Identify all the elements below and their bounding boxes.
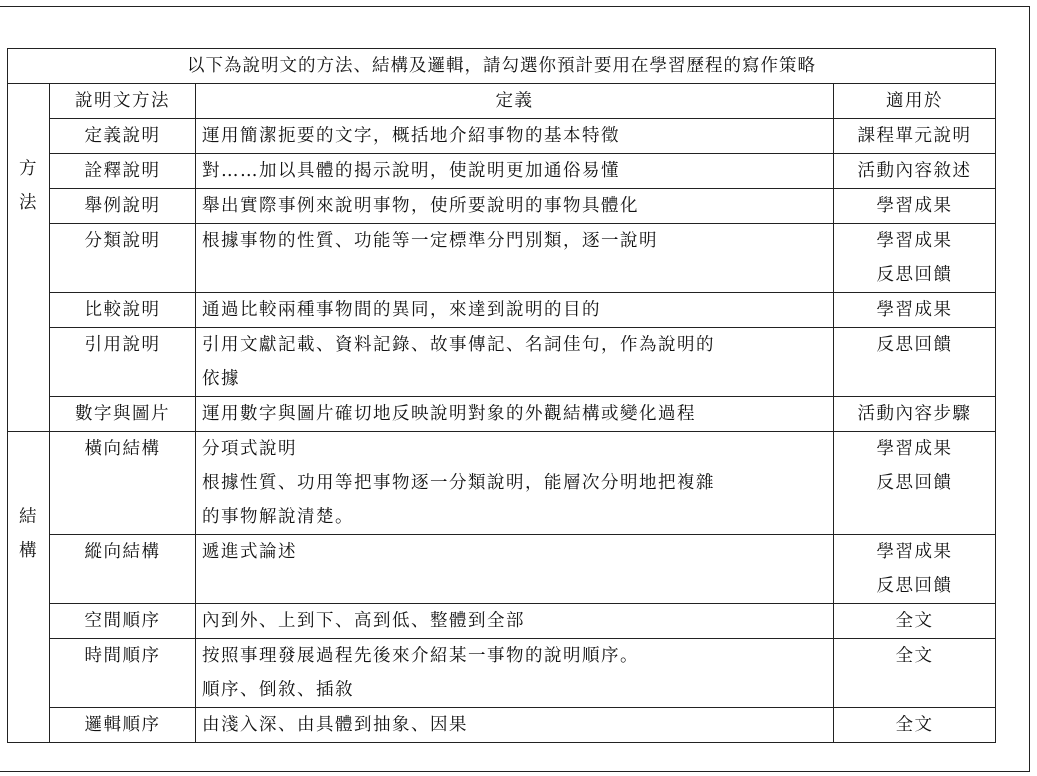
definition-cell xyxy=(196,293,834,328)
definition-cell xyxy=(196,432,834,535)
header-row xyxy=(8,84,996,119)
table-row xyxy=(8,639,996,708)
definition-line: 根據事物的性質、功能等一定標準分門別類，逐一說明 xyxy=(202,231,658,251)
applies-line: 學習成果 xyxy=(876,542,953,562)
applies-cell xyxy=(834,293,996,328)
definition-line: 由淺入深、由具體到抽象、因果 xyxy=(202,715,468,735)
definition-line: 的事物解說清楚。 xyxy=(202,507,354,527)
applies-cell xyxy=(834,328,996,397)
section-methods-label: 方法 xyxy=(19,159,38,213)
method-cell: 空間順序 xyxy=(50,604,196,639)
definition-line: 內到外、上到下、高到低、整體到全部 xyxy=(202,611,525,631)
applies-cell xyxy=(834,604,996,639)
definition-cell xyxy=(196,189,834,224)
table-row xyxy=(8,535,996,604)
title-row xyxy=(8,49,996,84)
applies-line: 反思回饋 xyxy=(876,265,953,285)
table-row xyxy=(8,708,996,743)
method-cell: 引用說明 xyxy=(50,328,196,397)
table-row xyxy=(8,328,996,397)
section-structure xyxy=(8,432,50,743)
table-title: 以下為說明文的方法、結構及邏輯，請勾選你預計要用在學習歷程的寫作策略 xyxy=(8,49,996,84)
section-methods xyxy=(8,84,50,432)
applies-cell xyxy=(834,639,996,708)
method-cell: 比較說明 xyxy=(50,293,196,328)
applies-cell xyxy=(834,708,996,743)
definition-line: 按照事理發展過程先後來介紹某一事物的說明順序。 xyxy=(202,646,639,666)
method-cell: 時間順序 xyxy=(50,639,196,708)
applies-line: 全文 xyxy=(895,646,934,666)
applies-line: 反思回饋 xyxy=(876,473,953,493)
method-cell: 縱向結構 xyxy=(50,535,196,604)
applies-line: 課程單元說明 xyxy=(857,126,972,146)
strategy-table xyxy=(7,48,996,743)
definition-line: 引用文獻記載、資料記錄、故事傳記、名詞佳句，作為說明的 xyxy=(202,335,715,355)
table-row xyxy=(8,119,996,154)
definition-cell xyxy=(196,154,834,189)
method-cell: 邏輯順序 xyxy=(50,708,196,743)
method-cell: 分類說明 xyxy=(50,224,196,293)
applies-line: 全文 xyxy=(895,611,934,631)
definition-line: 順序、倒敘、插敘 xyxy=(202,680,354,700)
header-applies: 適用於 xyxy=(834,84,996,119)
applies-line: 全文 xyxy=(895,715,934,735)
method-cell: 數字與圖片 xyxy=(50,397,196,432)
definition-cell xyxy=(196,328,834,397)
applies-cell xyxy=(834,535,996,604)
definition-line: 舉出實際事例來說明事物，使所要說明的事物具體化 xyxy=(202,196,639,216)
applies-line: 反思回饋 xyxy=(876,335,953,355)
definition-line: 運用數字與圖片確切地反映說明對象的外觀結構或變化過程 xyxy=(202,404,696,424)
definition-line: 運用簡潔扼要的文字，概括地介紹事物的基本特徵 xyxy=(202,126,620,146)
table-row xyxy=(8,154,996,189)
definition-cell xyxy=(196,604,834,639)
applies-line: 學習成果 xyxy=(876,439,953,459)
table-row xyxy=(8,397,996,432)
applies-cell xyxy=(834,119,996,154)
applies-cell xyxy=(834,432,996,535)
applies-cell xyxy=(834,189,996,224)
definition-cell xyxy=(196,119,834,154)
definition-line: 依據 xyxy=(202,369,240,389)
applies-line: 學習成果 xyxy=(876,300,953,320)
applies-line: 反思回饋 xyxy=(876,576,953,596)
header-definition: 定義 xyxy=(196,84,834,119)
definition-line: 對……加以具體的揭示說明，使說明更加通俗易懂 xyxy=(202,161,620,181)
table-row xyxy=(8,293,996,328)
table-row xyxy=(8,189,996,224)
table-row xyxy=(8,432,996,535)
applies-line: 學習成果 xyxy=(876,231,953,251)
method-cell: 詮釋說明 xyxy=(50,154,196,189)
applies-line: 活動內容敘述 xyxy=(857,161,972,181)
applies-line: 活動內容步驟 xyxy=(857,404,972,424)
method-cell: 橫向結構 xyxy=(50,432,196,535)
definition-line: 遞進式論述 xyxy=(202,542,297,562)
method-cell: 定義說明 xyxy=(50,119,196,154)
applies-cell xyxy=(834,154,996,189)
definition-line: 根據性質、功用等把事物逐一分類說明，能層次分明地把複雜 xyxy=(202,473,715,493)
applies-cell xyxy=(834,397,996,432)
definition-cell xyxy=(196,397,834,432)
definition-cell xyxy=(196,224,834,293)
table-row xyxy=(8,224,996,293)
definition-cell xyxy=(196,535,834,604)
header-method: 說明文方法 xyxy=(50,84,196,119)
section-structure-label: 結構 xyxy=(19,507,38,561)
method-cell: 舉例說明 xyxy=(50,189,196,224)
applies-line: 學習成果 xyxy=(876,196,953,216)
definition-cell xyxy=(196,639,834,708)
table-row xyxy=(8,604,996,639)
applies-cell xyxy=(834,224,996,293)
definition-cell xyxy=(196,708,834,743)
definition-line: 分項式說明 xyxy=(202,439,297,459)
definition-line: 通過比較兩種事物間的異同，來達到說明的目的 xyxy=(202,300,601,320)
